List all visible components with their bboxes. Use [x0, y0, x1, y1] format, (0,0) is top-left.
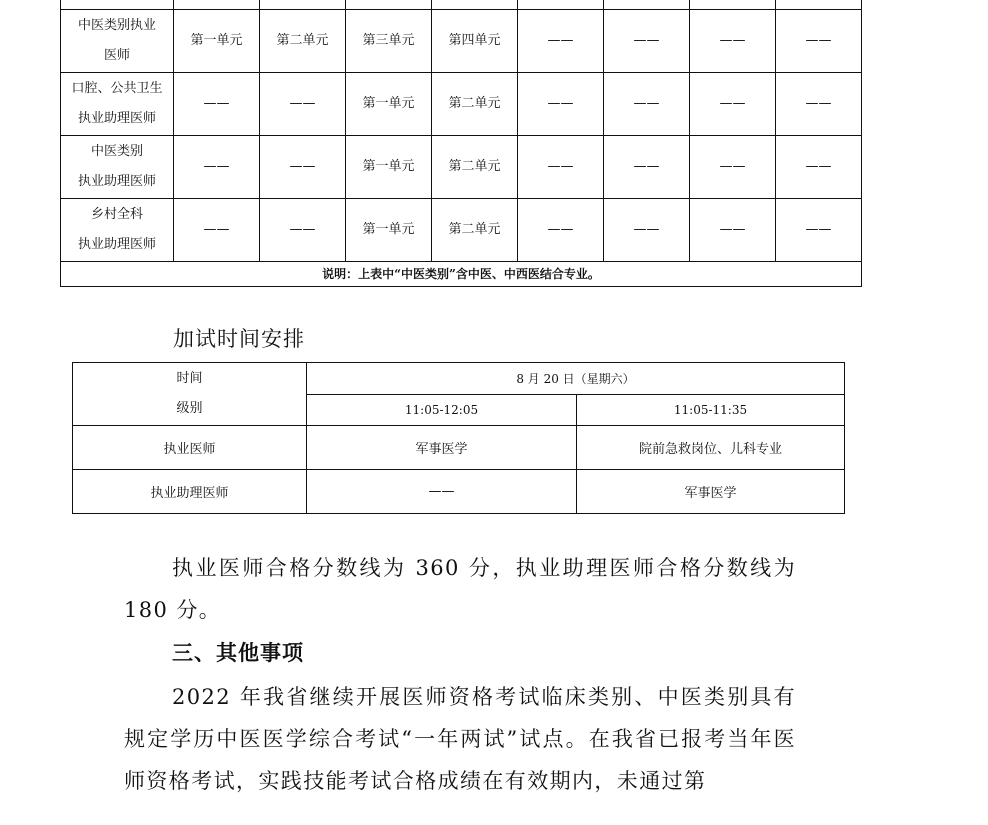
- table-cell: ——: [690, 73, 776, 136]
- table-cell: ——: [260, 199, 346, 262]
- table-cell: ——: [776, 199, 862, 262]
- other-matters-paragraph: 2022 年我省继续开展医师资格考试临床类别、中医类别具有规定学历中医医学综合考试“一年两试”试点。在我省已报考当年医师资格考试，实践技能考试合格成绩在有效期内，未通过第: [124, 685, 796, 793]
- table-cell: ——: [518, 136, 604, 199]
- table-cell: ——: [604, 10, 690, 73]
- additional-exam-title: 加试时间安排: [173, 327, 305, 351]
- table-cell: ——: [518, 199, 604, 262]
- exam-date: 8 月 20 日（星期六）: [307, 363, 845, 395]
- table-row: [61, 136, 862, 199]
- row-label: 中医类别执业 医师: [61, 10, 174, 73]
- table-cell: 第二单元: [432, 136, 518, 199]
- row-label: 口腔、公共卫生 执业助理医师: [61, 73, 174, 136]
- table-cell: ——: [174, 199, 260, 262]
- table-cell: ——: [776, 10, 862, 73]
- table-cell: ——: [174, 73, 260, 136]
- table-cell: ——: [518, 73, 604, 136]
- row-label: 中医类别 执业助理医师: [61, 136, 174, 199]
- table-cell: ——: [307, 470, 577, 514]
- table-cell: 第一单元: [346, 73, 432, 136]
- row-label: 执业医师: [73, 426, 307, 470]
- table-row: [61, 0, 862, 10]
- table-row: [73, 363, 845, 395]
- table-cell: ——: [604, 136, 690, 199]
- table-row: [73, 470, 845, 514]
- table-cell: 军事医学: [307, 426, 577, 470]
- table-cell: ——: [776, 136, 862, 199]
- table-cell: 第二单元: [432, 73, 518, 136]
- row-label: 执业助理医师: [73, 470, 307, 514]
- time-slot-2: 11:05-11:35: [577, 394, 845, 426]
- exam-schedule-table: [60, 0, 862, 287]
- table-row: [61, 73, 862, 136]
- table-cell: ——: [260, 136, 346, 199]
- additional-exam-table: [72, 362, 845, 514]
- table-cell: 第四单元: [432, 10, 518, 73]
- table-cell: ——: [174, 136, 260, 199]
- passing-score-paragraph: 执业医师合格分数线为 360 分，执业助理医师合格分数线为 180 分。: [124, 556, 796, 622]
- table-cell: 第一单元: [174, 10, 260, 73]
- table-cell: ——: [690, 10, 776, 73]
- cut-row-label: [61, 0, 174, 10]
- table-row: [61, 199, 862, 262]
- table-cell: ——: [690, 199, 776, 262]
- table-cell: 第一单元: [346, 199, 432, 262]
- table-row: [61, 262, 862, 287]
- table-cell: 军事医学: [577, 470, 845, 514]
- table-cell: ——: [604, 73, 690, 136]
- table-row: [61, 10, 862, 73]
- table-cell: 第二单元: [432, 199, 518, 262]
- table-cell: ——: [260, 73, 346, 136]
- table-row: [73, 426, 845, 470]
- table-cell: 第三单元: [346, 10, 432, 73]
- time-slot-1: 11:05-12:05: [307, 394, 577, 426]
- section-heading: 三、其他事项: [172, 640, 304, 665]
- table-cell: ——: [776, 73, 862, 136]
- table-cell: 第二单元: [260, 10, 346, 73]
- row-label: 乡村全科 执业助理医师: [61, 199, 174, 262]
- table-cell: 第一单元: [346, 136, 432, 199]
- table-cell: ——: [518, 10, 604, 73]
- table-cell: ——: [604, 199, 690, 262]
- table-cell: ——: [690, 136, 776, 199]
- table-cell: 院前急救岗位、儿科专业: [577, 426, 845, 470]
- table-note: 说明：上表中“中医类别”含中医、中西医结合专业。: [61, 262, 862, 287]
- header-time-level: 时间 级别: [73, 363, 307, 426]
